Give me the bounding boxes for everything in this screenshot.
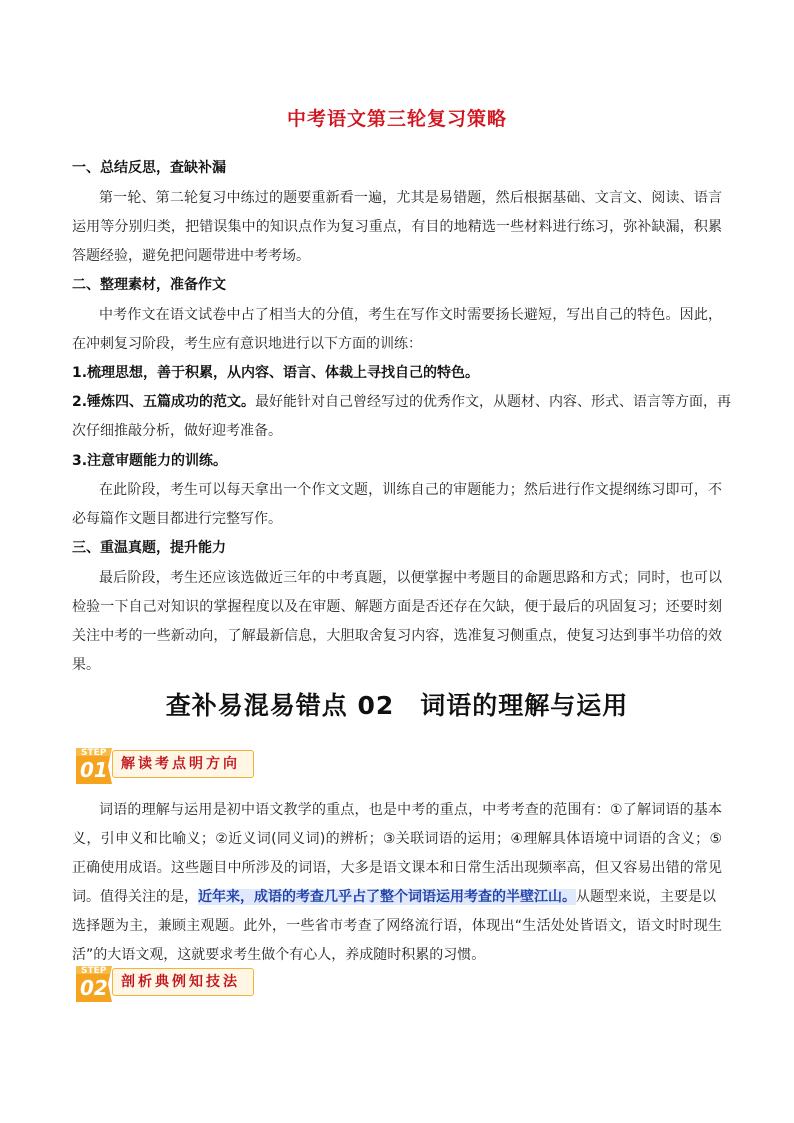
section-2-item-2 bbox=[72, 392, 732, 412]
section-2-item-2-title: 2.锤炼四、五篇成功的范文。 bbox=[72, 394, 256, 410]
section-2-line-1: 中考作文在语文试卷中占了相当大的分值，考生在写作文时需要扬长避短，写出自己的特色。因此， bbox=[99, 307, 722, 323]
section-1-heading: 一、总结反思，查缺补漏 bbox=[72, 160, 226, 176]
step-01-label-box bbox=[112, 750, 254, 778]
highlighted-sentence: 近年来，成语的考查几乎占了整个词语运用考查的半壁江山。 bbox=[198, 889, 576, 905]
para-line-4 bbox=[72, 887, 716, 907]
step-01-label: 解读考点明方向 bbox=[121, 756, 240, 772]
para-line-5: 选择题为主，兼顾主观题。此外，一些省市考查了网络流行语，体现出“生活处处皆语文，语文时时现生 bbox=[72, 918, 722, 934]
section-2-item-3-line-2: 必每篇作文题目都进行完整写作。 bbox=[72, 511, 282, 527]
step-02-word: STEP bbox=[81, 966, 107, 976]
para-line-4-start: 词。值得关注的是， bbox=[72, 889, 198, 905]
section-1-line-1: 第一轮、第二轮复习中练过的题要重新看一遍，尤其是易错题，然后根据基础、文言文、阅读、语言 bbox=[99, 190, 722, 206]
section-3-line-4: 果。 bbox=[72, 657, 100, 673]
section-2-item-1: 1.梳理思想，善于积累，从内容、语言、体裁上寻找自己的特色。 bbox=[72, 365, 480, 381]
section-2-item-3: 3.注意审题能力的训练。 bbox=[72, 453, 228, 469]
section-1-line-2: 运用等分别归类，把错误集中的知识点作为复习重点，有目的地精选一些材料进行练习，弥补缺漏，积累 bbox=[72, 219, 722, 235]
step-01-banner bbox=[74, 746, 256, 786]
para-line-6: 活”的大语文观，这就要求考生做个有心人，养成随时积累的习惯。 bbox=[72, 947, 486, 963]
para-line-4-end: 从题型来说，主要是以 bbox=[576, 889, 716, 905]
section-1-line-3: 答题经验，避免把问题带进中考考场。 bbox=[72, 248, 310, 264]
section-2-item-2-line-2: 次仔细推敲分析，做好迎考准备。 bbox=[72, 423, 282, 439]
para-line-2: 义，引申义和比喻义；②近义词(同义词)的辨析；③关联词语的运用；④理解具体语境中词语的含义；⑤ bbox=[72, 831, 722, 847]
section-3-line-3: 关注中考的一些新动向，了解最新信息，大胆取舍复习内容，选准复习侧重点，使复习达到事半功倍的效 bbox=[72, 628, 722, 644]
step-02-label: 剖析典例知技法 bbox=[121, 974, 240, 990]
para-line-3: 正确使用成语。这些题目中所涉及的词语，大多是语文课本和日常生活出现频率高，但又容易出错的常见 bbox=[72, 860, 722, 876]
step-02-number: 02 bbox=[80, 976, 108, 1000]
step-02-label-box bbox=[112, 968, 254, 996]
step-01-word: STEP bbox=[81, 748, 107, 758]
section-3-line-2: 检验一下自己对知识的掌握程度以及在审题、解题方面是否还存在欠缺，便于最后的巩固复习；还要时刻 bbox=[72, 599, 722, 615]
section-3-line-1: 最后阶段，考生还应该选做近三年的中考真题，以便掌握中考题目的命题思路和方式；同时，也可以 bbox=[99, 570, 722, 586]
para-line-1: 词语的理解与运用是初中语文教学的重点，也是中考的重点，中考考查的范围有：①了解词语的基本 bbox=[99, 802, 722, 818]
section-2-item-3-line-1: 在此阶段，考生可以每天拿出一个作文文题，训练自己的审题能力；然后进行作文提纲练习即可，不 bbox=[99, 482, 722, 498]
section-2-heading: 二、整理素材，准备作文 bbox=[72, 277, 226, 293]
section-title: 查补易混易错点 02 词语的理解与运用 bbox=[165, 691, 629, 720]
step-01-number: 01 bbox=[80, 758, 108, 782]
section-2-item-2-text: 最好能针对自己曾经写过的优秀作文，从题材、内容、形式、语言等方面，再 bbox=[255, 394, 732, 410]
document-title: 中考语文第三轮复习策略 bbox=[286, 108, 507, 130]
section-2-line-2: 在冲刺复习阶段，考生应有意识地进行以下方面的训练： bbox=[72, 336, 422, 352]
step-02-banner bbox=[74, 964, 256, 1004]
section-3-heading: 三、重温真题，提升能力 bbox=[72, 540, 226, 556]
